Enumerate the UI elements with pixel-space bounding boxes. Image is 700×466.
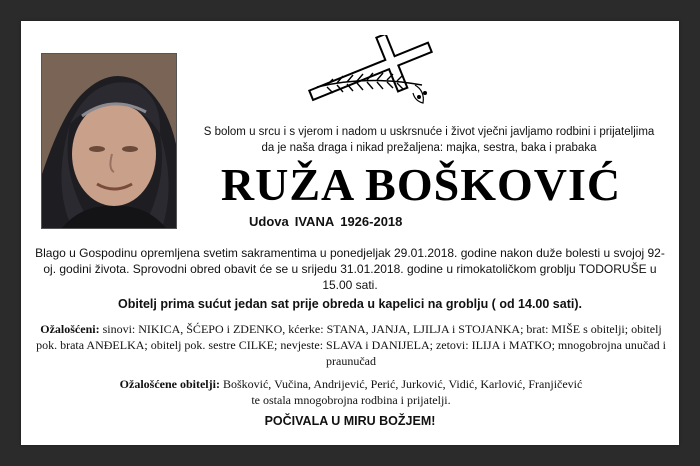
cross-icon — [297, 35, 447, 115]
families-footer: te ostala mnogobrojna rodbina i prijatelji. — [251, 393, 451, 407]
closing-line: POČIVALA U MIRU BOŽJEM! — [264, 414, 436, 428]
mourners-label: Ožalošćeni: — [40, 322, 100, 336]
intro-text: S bolom u srcu i s vjerom i nadom u uskrsnuće i život vječni javljamo rodbini i prijateljima da je naša draga i nikad prežaljena: majka, sestra, baka i prabaka — [203, 126, 655, 154]
portrait-image — [42, 54, 176, 228]
mourners-list: sinovi: NIKICA, ŠĆEPO i ZDENKO, kćerke: STANA, JANJA, LJILJA i STOJANKA; brat: MIŠE s obitelji; obitelj pok. brata ANĐELKA; obitelj pok. sestre CILKE; nevjeste: SLAVA i DANIJELA; zetovi: ILIJA i MATKO; mnogobrojna unučad i praunučad — [36, 322, 666, 368]
families-list: Bošković, Vučina, Andrijević, Perić, Jurković, Vidić, Karlović, Franjičević — [222, 377, 583, 391]
life-years: 1926-2018 — [340, 214, 403, 229]
husband-name: IVANA — [294, 214, 335, 229]
subtitle — [249, 214, 408, 229]
deceased-name: RUŽA BOŠKOVIĆ — [220, 159, 622, 210]
mourners-section — [35, 321, 667, 369]
death-and-funeral-text: Blago u Gospodinu opremljena svetim sakramentima u ponedjeljak 29.01.2018. godine nakon duže bolesti u svojoj 92-oj. godini života. Sprovodni obred obavit će se u srijedu 31.01.2018. godine u rimokatoličkom groblju TODORUŠE u 15.00 sati. — [35, 246, 665, 292]
widow-label: Udova — [249, 214, 289, 229]
obituary-card — [21, 21, 679, 445]
portrait-photo — [41, 53, 177, 229]
condolence-notice: Obitelj prima sućut jedan sat prije obreda u kapelici na groblju ( od 14.00 sati). — [117, 297, 582, 311]
families-label: Ožalošćene obitelji: — [119, 377, 220, 391]
families-section — [35, 376, 667, 408]
